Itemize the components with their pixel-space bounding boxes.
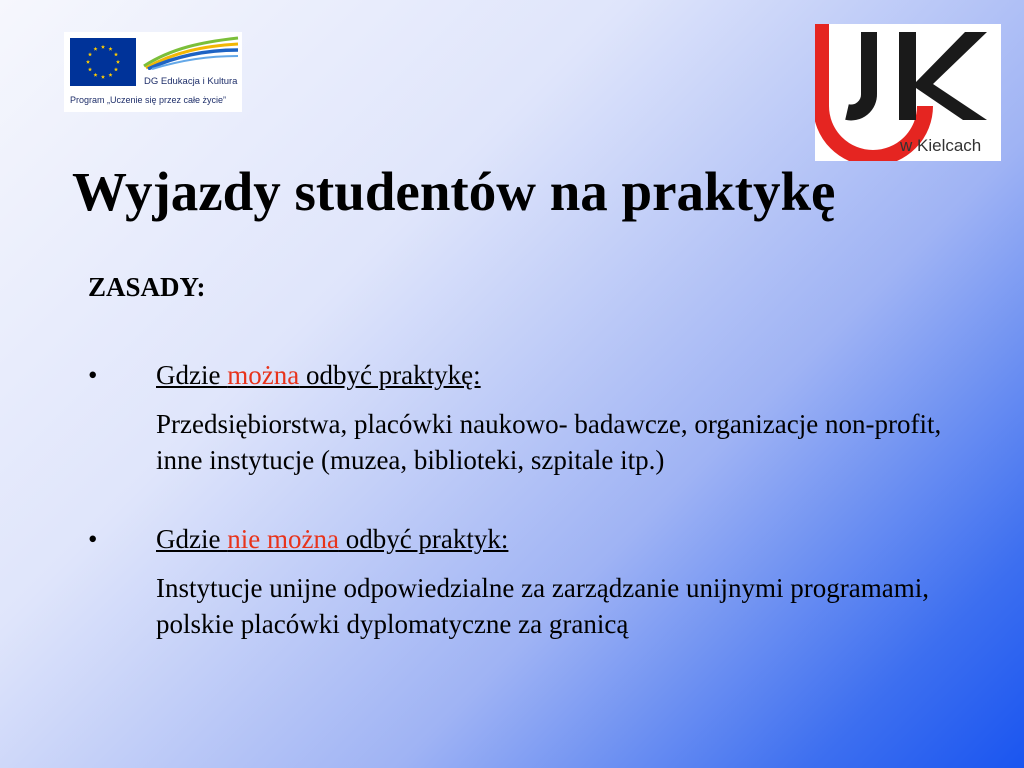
eu-flag-icon [70,38,136,86]
bullet-marker: • [88,524,98,554]
bullet-marker: • [88,360,98,390]
item-heading-prefix: Gdzie [156,524,228,554]
item-heading-highlight: nie można [227,524,339,554]
item-heading-prefix: Gdzie [156,360,228,390]
item-heading-allowed [156,360,481,391]
rules-heading: ZASADY: [88,272,206,302]
item-body-allowed: Przedsiębiorstwa, placówki naukowo- badawcze, organizacje non-profit, inne instytucje (muzea, biblioteki, szpitale itp.) [156,409,942,475]
llp-program-label: Program „Uczenie się przez całe życie” [70,95,227,105]
llp-logo [64,32,242,112]
item-heading-not-allowed [156,524,508,555]
item-body-not-allowed: Instytucje unijne odpowiedzialne za zarządzanie unijnymi programami, polskie placówki dyplomatyczne za granicą [156,573,929,639]
llp-swoosh-icon [142,34,240,70]
slide-title: Wyjazdy studentów na praktykę [72,161,836,222]
ujk-logo [815,24,1001,161]
item-heading-suffix: odbyć praktykę: [299,360,481,390]
item-heading-suffix: odbyć praktyk: [338,524,509,554]
llp-dg-label: DG Edukacja i Kultura [144,76,238,87]
ujk-subtitle: w Kielcach [900,136,982,155]
item-heading-highlight: można [227,360,300,390]
